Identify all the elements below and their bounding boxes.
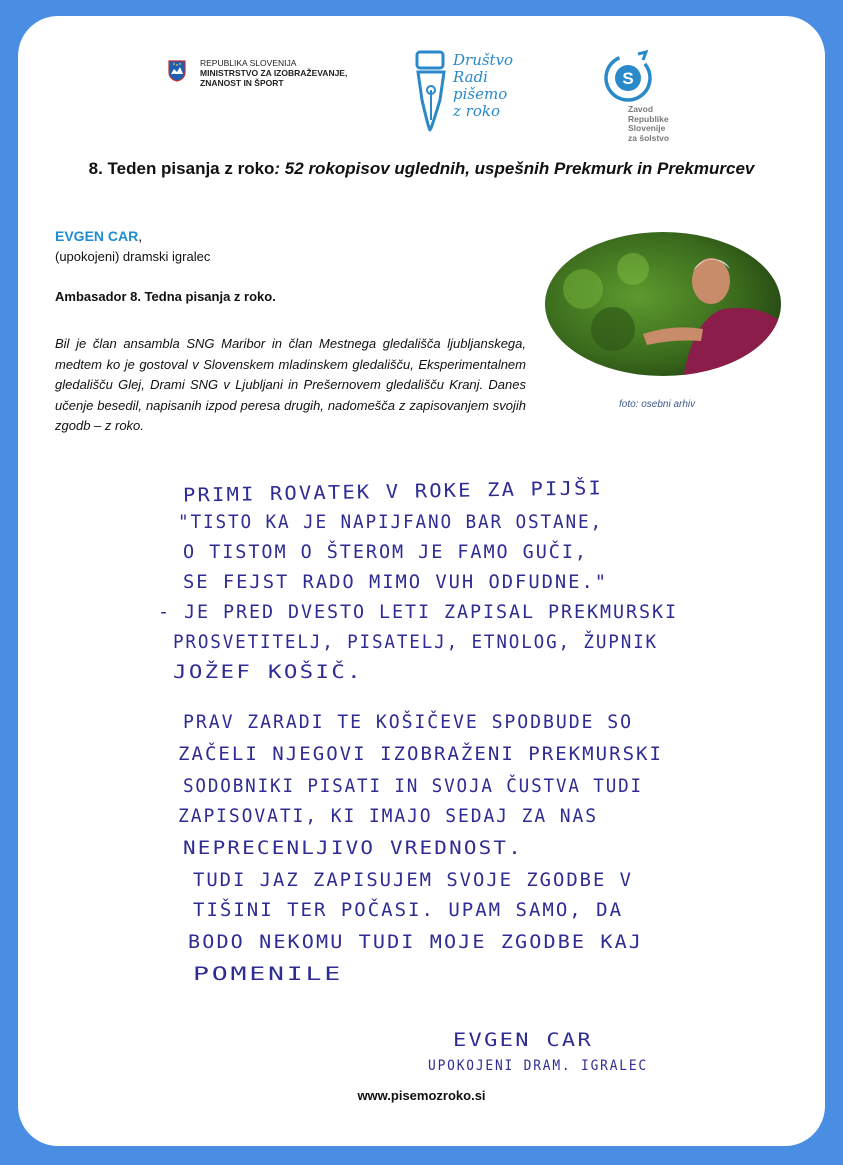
handwriting-line-15: BODO NEKOMU TUDI MOJE ZGODBE KAJ	[188, 931, 643, 953]
document-page	[18, 16, 825, 1146]
handwritten-letter	[18, 16, 825, 1146]
handwriting-line-10: SODOBNIKI PISATI IN SVOJA ČUSTVA TUDI	[183, 775, 681, 797]
ambassador-line: Ambasador 8. Tedna pisanja z roko.	[55, 289, 276, 304]
person-role: (upokojeni) dramski igralec	[55, 249, 211, 264]
drustvo-line-3: pišemo	[453, 85, 508, 103]
person-photo	[543, 229, 783, 379]
zavod-logo	[601, 34, 670, 144]
handwriting-line-14: TIŠINI TER POČASI. UPAM SAMO, DA	[193, 899, 624, 921]
handwriting-line-4: SE FEJST RADO MIMO VUH ODFUDNE."	[183, 571, 608, 593]
photo-caption: foto: osebni arhiv	[619, 399, 696, 410]
zavod-line-2: Republike	[628, 113, 669, 124]
svg-text:S: S	[622, 69, 634, 88]
person-name-suffix: ,	[138, 228, 143, 244]
title-prefix: 8. Teden pisanja z roko	[88, 159, 275, 178]
person-bio: Bil je član ansambla SNG Maribor in član Mestnega gledališča ljubljanskega, medtem ko je gostoval v Slovenskem mladinskem gledališču, Eksperimentalnem gledališču Glej, Drami SNG v Ljubljani in Prešernovem gledališču Kranj. Danes učenje besedil, napisanih izpod peresa drugih, nadomešča z zapisovanjem svojih zgodb – z roko.	[55, 336, 526, 433]
ministry-line-1: REPUBLIKA SLOVENIJA	[200, 58, 297, 68]
page-title	[18, 159, 825, 179]
zavod-line-4: za šolstvo	[628, 132, 670, 143]
handwriting-line-2: "TISTO KA JE NAPIJFANO BAR OSTANE,	[178, 511, 603, 533]
signature-name: EVGEN CAR	[453, 1029, 593, 1051]
footer-url: www.pisemozroko.si	[357, 1088, 486, 1103]
zavod-line-3: Slovenije	[628, 123, 666, 133]
handwriting-line-12: NEPRECENLJIVO VREDNOST.	[183, 837, 523, 859]
handwriting-line-16: POMENILE	[193, 963, 343, 985]
person-name-line	[55, 228, 142, 244]
drustvo-line-4: z roko	[453, 102, 500, 120]
drustvo-line-1: Društvo	[453, 51, 514, 69]
handwriting-line-5: - JE PRED DVESTO LETI ZAPISAL PREKMURSKI	[158, 601, 678, 623]
ministry-line-2: MINISTRSTVO ZA IZOBRAŽEVANJE,	[200, 68, 348, 78]
handwriting-line-3: O TISTOM O ŠTEROM JE FAMO GUČI,	[183, 541, 600, 563]
fountain-pen-icon	[413, 50, 449, 132]
person-name: EVGEN CAR	[55, 228, 139, 244]
handwriting-line-6: PROSVETITELJ, PISATELJ, ETNOLOG, ŽUPNIK	[173, 631, 698, 653]
zavod-line-1: Zavod	[628, 104, 654, 114]
ministry-line-3: ZNANOST IN ŠPORT	[200, 78, 284, 88]
handwriting-line-7: JOŽEF KOŠIČ.	[173, 661, 335, 683]
drustvo-logo	[413, 46, 523, 136]
slovenia-crest-icon	[168, 60, 186, 82]
handwriting-line-8: PRAV ZARADI TE KOŠIČEVE SPODBUDE SO	[183, 711, 654, 733]
handwriting-line-13: TUDI JAZ ZAPISUJEM SVOJE ZGODBE V	[193, 869, 633, 891]
handwriting-line-11: ZAPISOVATI, KI IMAJO SEDAJ ZA NAS	[178, 805, 598, 827]
drustvo-line-2: Radi	[453, 68, 488, 86]
handwriting-line-9: ZAČELI NJEGOVI IZOBRAŽENI PREKMURSKI	[178, 743, 662, 765]
signature-role: UPOKOJENI DRAM. IGRALEC	[428, 1058, 648, 1074]
title-italic: : 52 rokopisov uglednih, uspešnih Prekmurk in Prekmurcev	[274, 159, 755, 178]
zavod-emblem-icon	[601, 48, 657, 112]
handwriting-line-1: PRIMI ROVATEK V ROKE ZA PIJŠI	[182, 477, 573, 507]
